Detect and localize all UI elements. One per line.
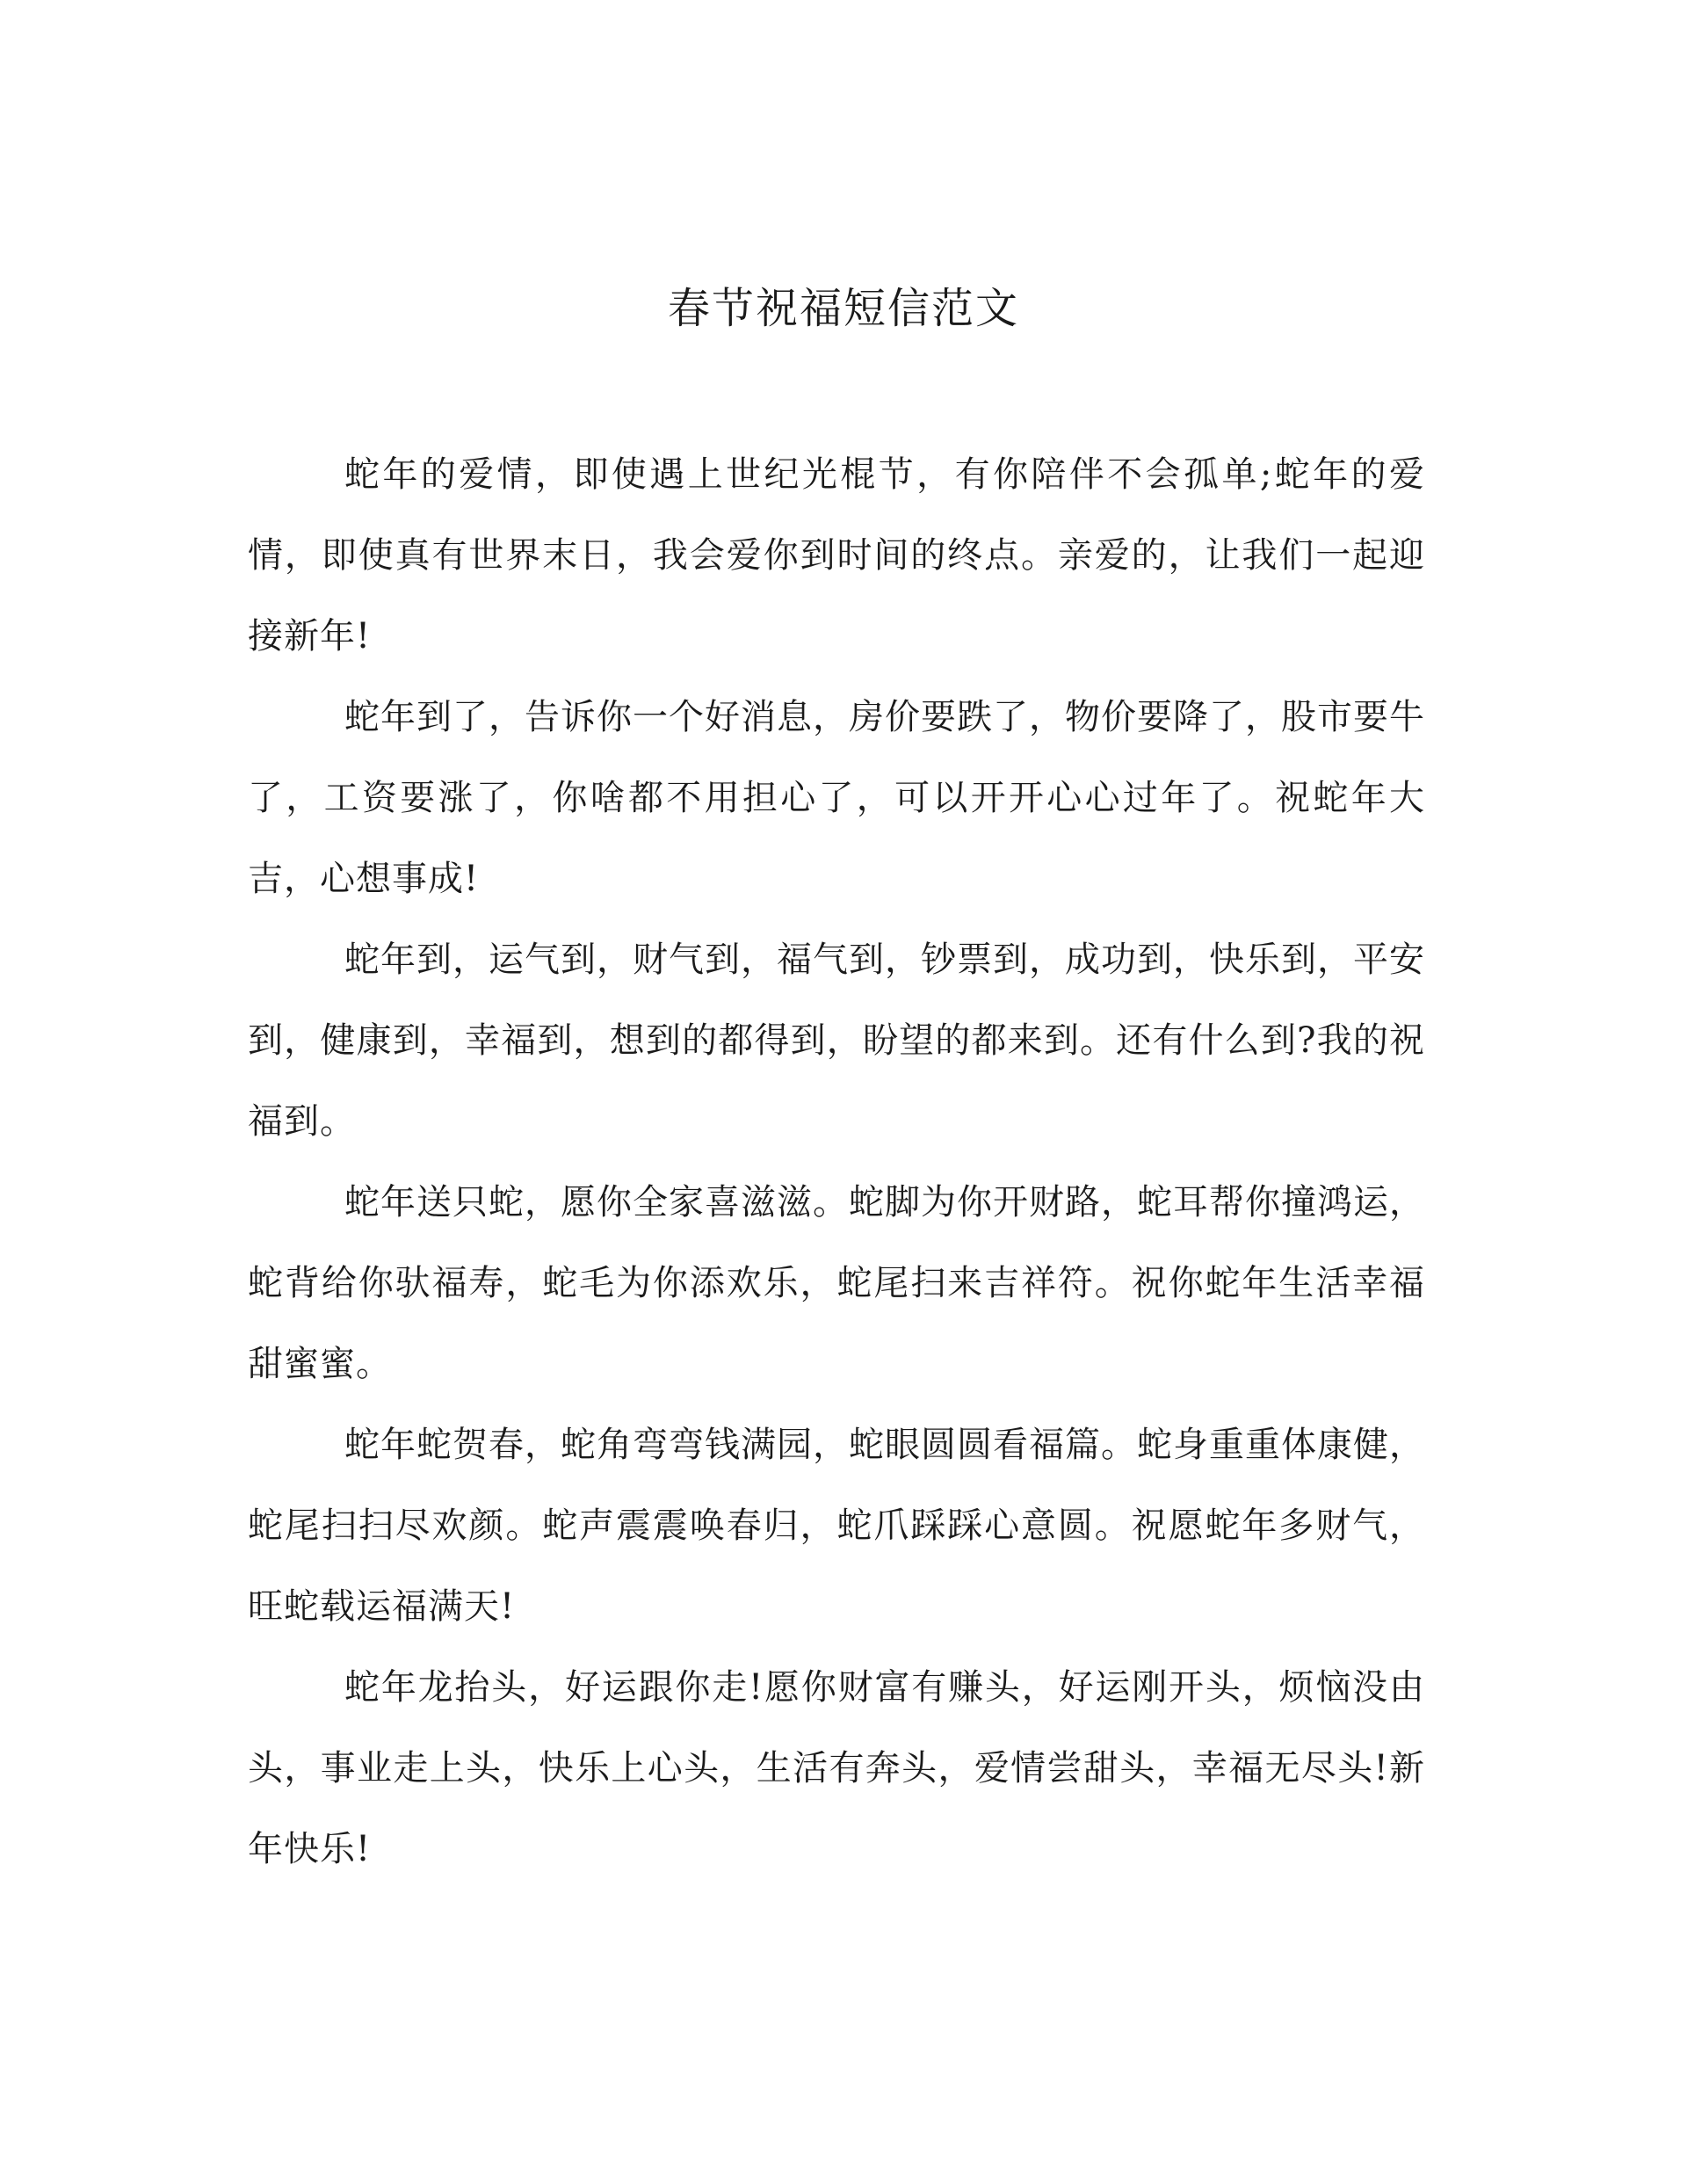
paragraph-3: 蛇年到，运气到，财气到，福气到，钞票到，成功到，快乐到，平安到，健康到，幸福到，想到的都得到，盼望的都来到。还有什么到?我的祝福到。 (248, 940, 1425, 1142)
paragraph-6: 蛇年龙抬头，好运跟你走!愿你财富有赚头，好运刚开头，烦恼没由头，事业走上头，快乐上心头，生活有奔头，爱情尝甜头，幸福无尽头!新年快乐! (248, 1667, 1425, 1869)
paragraph-2: 蛇年到了，告诉你一个好消息，房价要跌了，物价要降了，股市要牛了，工资要涨了，你啥都不用担心了，可以开开心心过年了。祝蛇年大吉，心想事成! (248, 697, 1425, 899)
paragraph-4: 蛇年送只蛇，愿你全家喜滋滋。蛇脚为你开财路，蛇耳帮你撞鸿运，蛇背给你驮福寿，蛇毛为你添欢乐，蛇尾扫来吉祥符。祝你蛇年生活幸福甜蜜蜜。 (248, 1182, 1425, 1384)
paragraph-1: 蛇年的爱情，即使遇上世纪光棍节，有你陪伴不会孤单;蛇年的爱情，即使真有世界末日，我会爱你到时间的终点。亲爱的，让我们一起迎接新年! (248, 454, 1425, 657)
document-body (248, 434, 1425, 1890)
paragraph-5: 蛇年蛇贺春，蛇角弯弯钱满园，蛇眼圆圆看福篇。蛇身重重体康健，蛇尾扫扫尽欢颜。蛇声震震唤春归，蛇爪踩踩心意圆。祝愿蛇年多财气，旺蛇载运福满天! (248, 1425, 1425, 1627)
document-title: 春节祝福短信范文 (667, 284, 1019, 333)
